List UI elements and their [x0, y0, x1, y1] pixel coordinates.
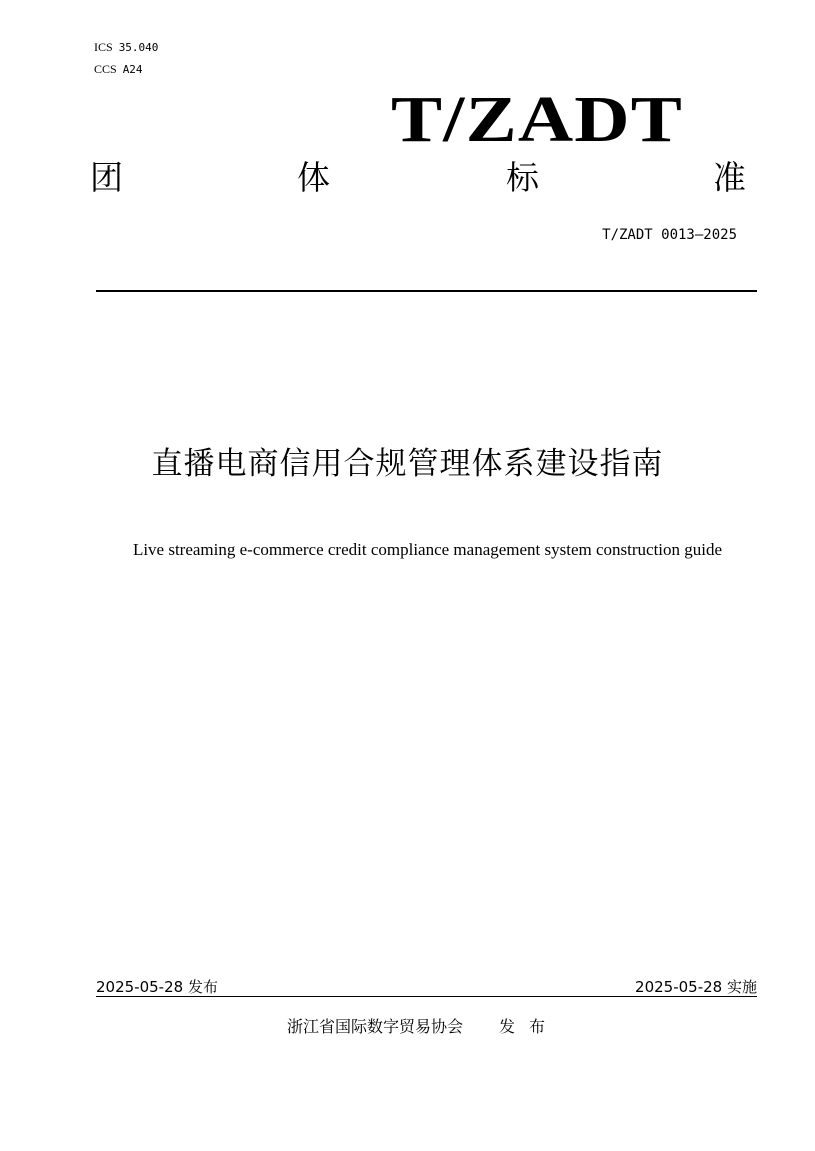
ccs-value: A24	[122, 63, 143, 76]
ccs-label: CCS	[94, 62, 117, 76]
ics-label: ICS	[94, 40, 113, 54]
implementation-date: 2025-05-28 实施	[635, 978, 757, 996]
standard-type-char: 团	[90, 158, 123, 197]
publisher-line	[287, 1016, 559, 1038]
ics-classification	[94, 40, 158, 55]
standard-type-char: 标	[506, 158, 539, 197]
header-divider	[96, 290, 757, 292]
standard-type-char: 准	[713, 158, 746, 197]
ics-value: 35.040	[118, 41, 159, 54]
document-title-chinese: 直播电商信用合规管理体系建设指南	[151, 446, 664, 482]
standard-logo: T/ZADT	[390, 83, 683, 156]
ccs-classification	[94, 62, 143, 77]
publish-date: 2025-05-28 发布	[96, 978, 218, 996]
publisher-name: 浙江省国际数字贸易协会	[287, 1017, 464, 1036]
publisher-action: 发布	[499, 1017, 560, 1036]
standard-type-char: 体	[297, 158, 330, 197]
standard-number: T/ZADT 0013—2025	[602, 227, 737, 243]
footer-divider	[96, 996, 757, 997]
document-title-english: Live streaming e-commerce credit compliance management system construction guide	[132, 540, 723, 559]
